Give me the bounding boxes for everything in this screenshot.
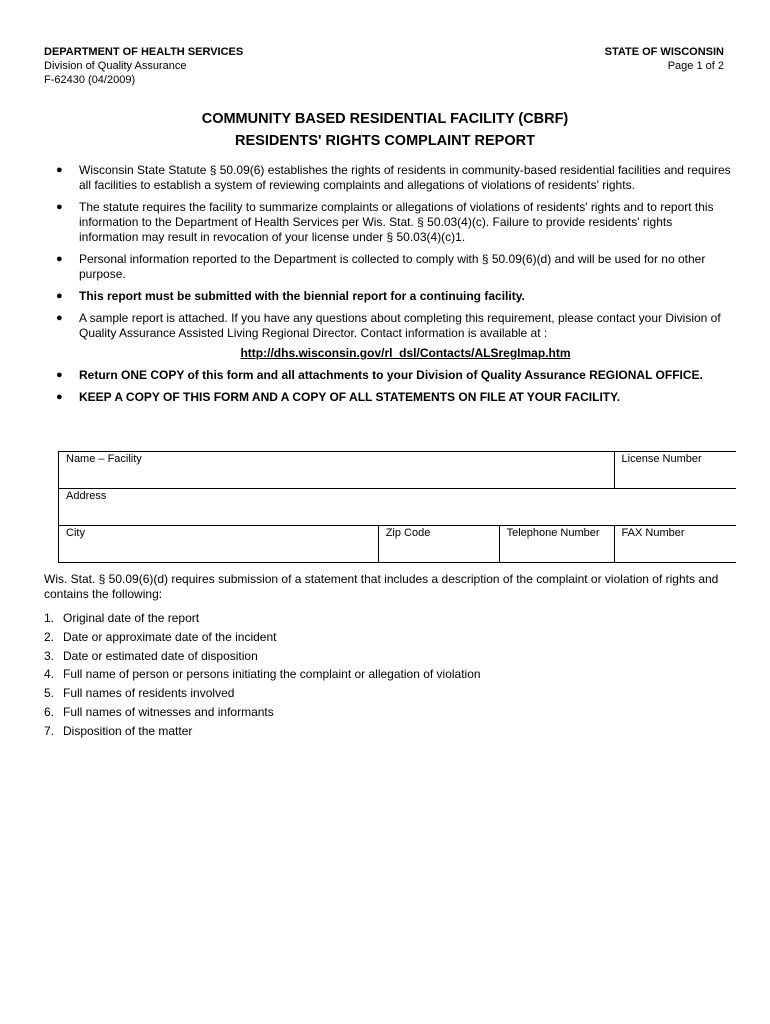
license-number-label: License Number [621,453,702,465]
header-left [44,45,243,87]
telephone-number-field[interactable] [499,526,614,563]
address-label: Address [66,490,107,502]
item-number: 3. [44,648,55,663]
bullet-text: KEEP A COPY OF THIS FORM AND A COPY OF ALL STATEMENTS ON FILE AT YOUR FACILITY. [79,390,621,404]
header-right [605,45,724,73]
list-item [56,289,732,304]
list-item [56,252,732,282]
list-item [56,163,732,193]
bullet-marker: ● [56,201,63,213]
instructions-list [56,163,732,412]
bullet-text: Personal information reported to the Department is collected to comply with § 50.09(6)(d) and will be used for no other purpose. [79,252,706,281]
bullet-marker: ● [56,369,63,381]
license-number-field[interactable] [614,452,736,489]
item-number: 7. [44,723,55,738]
requirement-text: Wis. Stat. § 50.09(6)(d) requires submission of a statement that includes a description of the complaint or violation of rights and contains the following: [44,572,719,601]
list-item [56,368,732,383]
zip-code-field[interactable] [378,526,499,563]
list-item [56,311,732,361]
item-number: 5. [44,686,55,701]
name-facility-field[interactable] [59,452,615,489]
bullet-marker: ● [56,290,63,302]
bullet-marker: ● [56,312,63,324]
item-text: Original date of the report [63,611,200,625]
title-line-2: RESIDENTS' RIGHTS COMPLAINT REPORT [235,133,535,149]
bullet-text: This report must be submitted with the biennial report for a continuing facility. [79,289,525,303]
item-text: Disposition of the matter [63,723,193,738]
item-number: 2. [44,629,55,644]
state-name: STATE OF WISCONSIN [604,46,724,58]
telephone-number-label: Telephone Number [506,527,600,539]
list-item [44,628,481,647]
list-item [56,200,732,245]
department-name: DEPARTMENT OF HEALTH SERVICES [44,46,244,58]
city-field[interactable] [59,526,379,563]
zip-code-label: Zip Code [385,527,431,539]
address-field[interactable] [59,489,737,526]
fax-number-field[interactable] [614,526,736,563]
list-item [44,684,481,703]
item-text: Date or estimated date of disposition [63,648,258,663]
list-item [44,722,481,741]
bullet-marker: ● [56,164,63,176]
bullet-text: Return ONE COPY of this form and all attachments to your Division of Quality Assurance REGIONAL OFFICE. [79,368,703,382]
list-item [56,390,732,405]
requirements-list [44,609,481,741]
bullet-text: A sample report is attached. If you have any questions about completing this requirement, please contact your Division of Quality Assurance Assisted Living Regional Director. Contact information is available at : [79,311,721,340]
bullet-text: The statute requires the facility to summarize complaints or allegations of violations of residents' rights and to report this information to the Department of Health Services per Wis. Stat. § 50.03(4)(c). Failure to provide residents' rights information may result in revocation of your license under § 50.03(4)(c)1. [79,200,714,244]
item-number: 1. [44,611,55,625]
bullet-marker: ● [56,253,63,265]
page-title [0,108,770,152]
page-number: Page 1 of 2 [667,60,724,72]
bullet-marker: ● [56,391,63,403]
list-item [44,703,481,722]
item-text: Full names of residents involved [63,686,235,701]
list-item [44,609,481,628]
title-line-1: COMMUNITY BASED RESIDENTIAL FACILITY (CBRF) [201,111,569,127]
item-number: 6. [44,704,55,719]
form-number: F-62430 (04/2009) [44,74,136,86]
facility-info-form [58,451,736,563]
fax-number-label: FAX Number [621,527,685,539]
division-name: Division of Quality Assurance [44,60,187,72]
item-text: Full name of person or persons initiating the complaint or allegation of violation [63,667,481,682]
item-text: Full names of witnesses and informants [63,704,274,719]
name-facility-label: Name – Facility [66,453,142,465]
city-label: City [66,527,85,539]
list-item [44,647,481,666]
item-number: 4. [44,667,55,682]
item-text: Date or approximate date of the incident [63,629,277,644]
bullet-text: Wisconsin State Statute § 50.09(6) establishes the rights of residents in community-based residential facilities and requires all facilities to establish a system of reviewing complaints and allegations of violations of residents' rights. [79,163,731,192]
contact-link[interactable]: http://dhs.wisconsin.gov/rl_dsl/Contacts/ALSregImap.htm [240,346,571,360]
list-item [44,665,481,684]
